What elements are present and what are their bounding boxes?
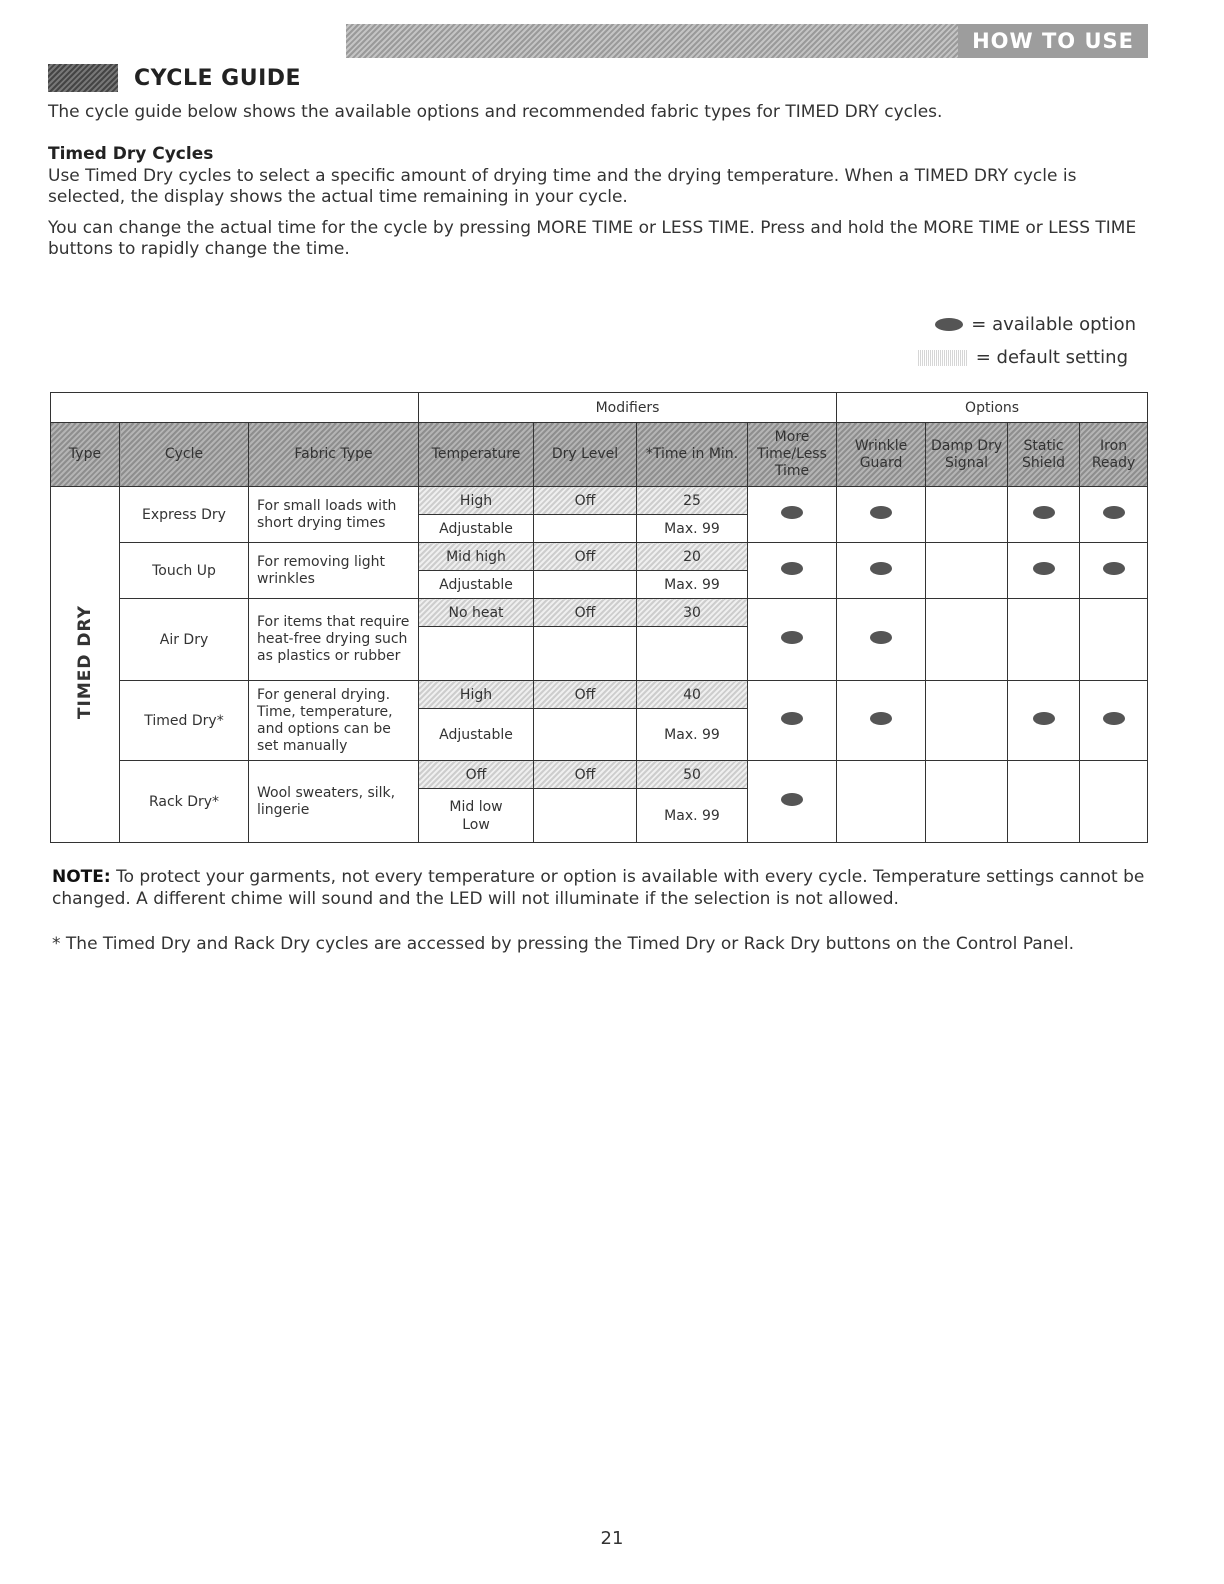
cycle-name: Rack Dry*	[120, 761, 249, 843]
temperature-alt: Adjustable	[419, 571, 534, 599]
dry-level-alt	[534, 789, 637, 843]
damp-dry-signal-cell	[926, 543, 1008, 599]
cycle-name: Timed Dry*	[120, 681, 249, 761]
group-modifiers: Modifiers	[419, 393, 837, 423]
temperature-alt	[419, 789, 534, 843]
available-dot-icon	[781, 631, 803, 644]
temperature-alt: Adjustable	[419, 709, 534, 761]
legend-available-label: = available option	[971, 314, 1136, 335]
temperature-default: High	[419, 487, 534, 515]
available-dot-icon	[1103, 506, 1125, 519]
available-dot-icon	[781, 506, 803, 519]
more-less-time-cell	[748, 487, 837, 543]
available-dot-icon	[781, 712, 803, 725]
header-more-less-time: More Time/Less Time	[748, 423, 837, 487]
damp-dry-signal-cell	[926, 599, 1008, 681]
group-blank	[51, 393, 419, 423]
cycle-guide-table	[50, 392, 1148, 843]
available-dot-icon	[870, 631, 892, 644]
fabric-type: Wool sweaters, silk, lingerie	[249, 761, 419, 843]
fabric-type: For general drying. Time, temperature, and options can be set manually	[249, 681, 419, 761]
iron-ready-cell	[1080, 487, 1148, 543]
header-iron-ready: Iron Ready	[1080, 423, 1148, 487]
time-alt	[637, 627, 748, 681]
page-title: CYCLE GUIDE	[134, 65, 302, 91]
cycle-name: Air Dry	[120, 599, 249, 681]
wrinkle-guard-cell	[837, 487, 926, 543]
note	[52, 866, 1172, 910]
header-fabric-type: Fabric Type	[249, 423, 419, 487]
wrinkle-guard-cell	[837, 681, 926, 761]
more-less-time-cell	[748, 761, 837, 843]
page-number: 21	[600, 1528, 624, 1549]
fabric-type: For items that require heat-free drying such as plastics or rubber	[249, 599, 419, 681]
dry-level-alt	[534, 627, 637, 681]
legend-default	[918, 347, 1128, 368]
available-dot-icon	[1103, 712, 1125, 725]
available-dot-icon	[870, 506, 892, 519]
available-dot-icon	[1033, 712, 1055, 725]
wrinkle-guard-cell	[837, 761, 926, 843]
dry-level-default: Off	[534, 761, 637, 789]
temperature-default: Mid high	[419, 543, 534, 571]
time-alt: Max. 99	[637, 709, 748, 761]
iron-ready-cell	[1080, 681, 1148, 761]
footnote: * The Timed Dry and Rack Dry cycles are accessed by pressing the Timed Dry or Rack Dry buttons on the Control Panel.	[52, 934, 1074, 954]
time-alt: Max. 99	[637, 515, 748, 543]
column-header-row	[51, 423, 1148, 487]
temperature-default: No heat	[419, 599, 534, 627]
available-dot-icon	[781, 562, 803, 575]
type-cell	[51, 487, 120, 843]
time-alt: Max. 99	[637, 789, 748, 843]
time-default: 25	[637, 487, 748, 515]
section-banner	[346, 24, 1148, 58]
section-subheading: Timed Dry Cycles	[48, 144, 214, 164]
fabric-type: For small loads with short drying times	[249, 487, 419, 543]
temperature-alt-mid-low: Mid low	[449, 798, 503, 815]
legend-default-label: = default setting	[975, 347, 1128, 368]
wrinkle-guard-cell	[837, 599, 926, 681]
damp-dry-signal-cell	[926, 761, 1008, 843]
temperature-default: Off	[419, 761, 534, 789]
type-label: TIMED DRY	[75, 605, 95, 720]
dry-level-alt	[534, 571, 637, 599]
fabric-type: For removing light wrinkles	[249, 543, 419, 599]
table-row	[51, 599, 1148, 627]
table-row	[51, 761, 1148, 789]
static-shield-cell	[1008, 681, 1080, 761]
legend-available	[935, 314, 1136, 335]
default-hatch-icon	[918, 350, 968, 366]
group-options: Options	[837, 393, 1148, 423]
temperature-alt: Adjustable	[419, 515, 534, 543]
dry-level-default: Off	[534, 543, 637, 571]
available-dot-icon	[1033, 562, 1055, 575]
iron-ready-cell	[1080, 599, 1148, 681]
damp-dry-signal-cell	[926, 487, 1008, 543]
time-default: 40	[637, 681, 748, 709]
temperature-alt	[419, 627, 534, 681]
static-shield-cell	[1008, 599, 1080, 681]
temperature-default: High	[419, 681, 534, 709]
available-dot-icon	[935, 318, 963, 331]
time-default: 20	[637, 543, 748, 571]
timed-dry-paragraph-1: Use Timed Dry cycles to select a specific amount of drying time and the drying temperature. When a TIMED DRY cycle is selected, the display shows the actual time remaining in your cycle.	[48, 166, 1077, 207]
static-shield-cell	[1008, 543, 1080, 599]
dry-level-alt	[534, 709, 637, 761]
static-shield-cell	[1008, 487, 1080, 543]
time-alt: Max. 99	[637, 571, 748, 599]
dry-level-default: Off	[534, 681, 637, 709]
available-dot-icon	[781, 793, 803, 806]
header-damp-dry-signal: Damp Dry Signal	[926, 423, 1008, 487]
title-row	[48, 64, 301, 92]
header-type: Type	[51, 423, 120, 487]
dry-level-default: Off	[534, 599, 637, 627]
dry-level-default: Off	[534, 487, 637, 515]
available-dot-icon	[870, 712, 892, 725]
time-default: 50	[637, 761, 748, 789]
group-header-row	[51, 393, 1148, 423]
table-row	[51, 681, 1148, 709]
header-cycle: Cycle	[120, 423, 249, 487]
iron-ready-cell	[1080, 761, 1148, 843]
time-default: 30	[637, 599, 748, 627]
damp-dry-signal-cell	[926, 681, 1008, 761]
note-text: To protect your garments, not every temperature or option is available with every cycle. Temperature settings cannot be changed. A different chime will sound and the LED will not illuminate if the selection is not allowed.	[52, 867, 1145, 909]
cycle-name: Touch Up	[120, 543, 249, 599]
note-label: NOTE:	[52, 867, 111, 887]
header-static-shield: Static Shield	[1008, 423, 1080, 487]
timed-dry-paragraph-2: You can change the actual time for the cycle by pressing MORE TIME or LESS TIME. Press and hold the MORE TIME or LESS TIME buttons to rapidly change the time.	[48, 218, 1137, 259]
temperature-alt-low: Low	[462, 816, 490, 833]
wrinkle-guard-cell	[837, 543, 926, 599]
header-time: *Time in Min.	[637, 423, 748, 487]
available-dot-icon	[1103, 562, 1125, 575]
table-row	[51, 487, 1148, 515]
iron-ready-cell	[1080, 543, 1148, 599]
banner-label: HOW TO USE	[958, 24, 1148, 58]
header-wrinkle-guard: Wrinkle Guard	[837, 423, 926, 487]
more-less-time-cell	[748, 599, 837, 681]
dry-level-alt	[534, 515, 637, 543]
more-less-time-cell	[748, 681, 837, 761]
cycle-name: Express Dry	[120, 487, 249, 543]
header-temperature: Temperature	[419, 423, 534, 487]
table-row	[51, 543, 1148, 571]
title-marker	[48, 64, 118, 92]
header-dry-level: Dry Level	[534, 423, 637, 487]
static-shield-cell	[1008, 761, 1080, 843]
available-dot-icon	[1033, 506, 1055, 519]
intro-text: The cycle guide below shows the available options and recommended fabric types for TIMED DRY cycles.	[48, 102, 943, 122]
available-dot-icon	[870, 562, 892, 575]
more-less-time-cell	[748, 543, 837, 599]
